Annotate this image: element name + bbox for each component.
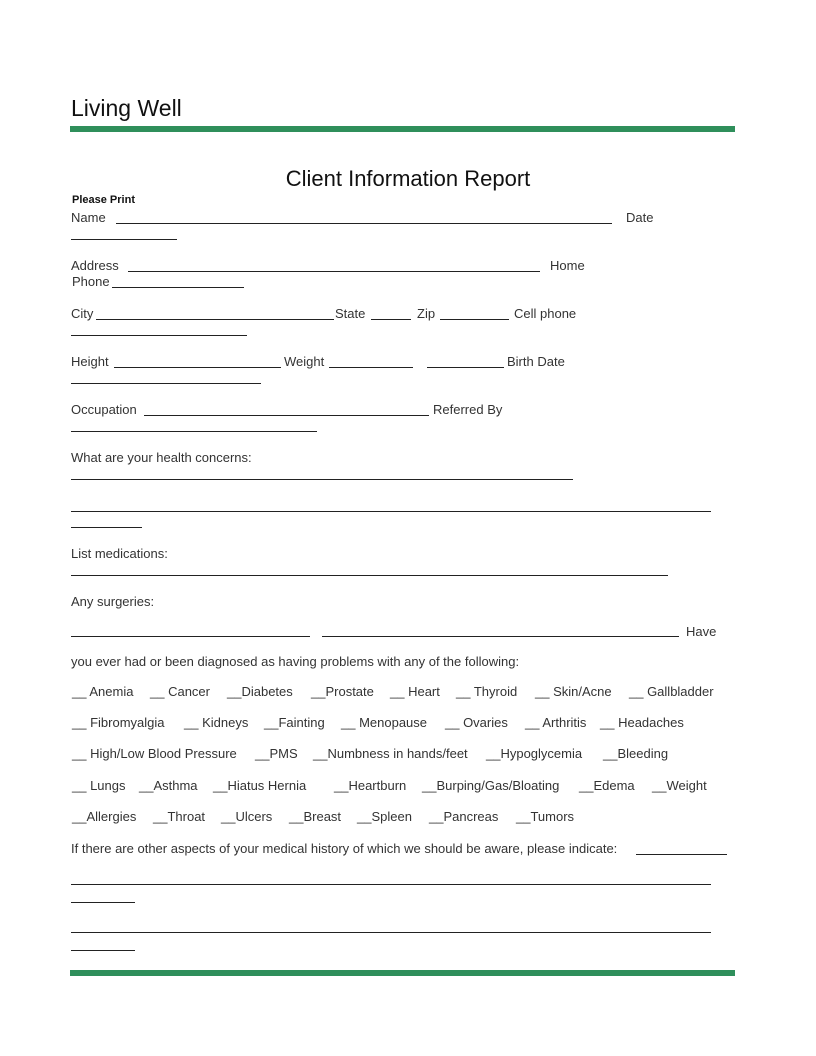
city-label: City [71, 306, 94, 321]
other-aspects-line-4[interactable] [71, 950, 135, 951]
instruction-text: Please Print [72, 194, 135, 206]
page-title: Client Information Report [285, 166, 531, 191]
phone-label: Phone [72, 274, 110, 289]
condition-fainting[interactable]: __Fainting [264, 715, 325, 730]
condition-blood-pressure[interactable]: __ High/Low Blood Pressure [72, 746, 237, 761]
state-field[interactable] [371, 319, 411, 320]
footer-divider [70, 970, 735, 976]
name-field[interactable] [116, 223, 612, 224]
home-phone-field[interactable] [112, 287, 244, 288]
condition-allergies[interactable]: __Allergies [72, 809, 137, 824]
state-label: State [335, 306, 366, 321]
surgeries-line-2[interactable] [322, 636, 679, 637]
other-aspects-line-1[interactable] [71, 884, 711, 885]
other-aspects-label: If there are other aspects of your medical history of which we should be aware, please indicate: [71, 841, 618, 856]
condition-burping[interactable]: __Burping/Gas/Bloating [422, 778, 560, 793]
address-field[interactable] [128, 271, 540, 272]
surgeries-line-1[interactable] [71, 636, 310, 637]
health-concerns-line-3[interactable] [71, 527, 142, 528]
condition-ovaries[interactable]: __ Ovaries [445, 715, 508, 730]
other-aspects-field[interactable] [636, 854, 727, 855]
condition-hiatus-hernia[interactable]: __Hiatus Hernia [213, 778, 307, 793]
condition-headaches[interactable]: __ Headaches [600, 715, 684, 730]
condition-weight[interactable]: __Weight [652, 778, 707, 793]
condition-tumors[interactable]: __Tumors [516, 809, 575, 824]
birth-date-label: Birth Date [507, 354, 565, 369]
have-label: Have [686, 624, 717, 639]
condition-prostate[interactable]: __Prostate [311, 684, 374, 699]
condition-heart[interactable]: __ Heart [390, 684, 440, 699]
occupation-field[interactable] [144, 415, 429, 416]
weight-field[interactable] [329, 367, 413, 368]
height-label: Height [71, 354, 109, 369]
medications-label: List medications: [71, 546, 168, 561]
header-divider [70, 126, 735, 132]
condition-kidneys[interactable]: __ Kidneys [184, 715, 249, 730]
brand-title: Living Well [71, 95, 182, 121]
condition-pms[interactable]: __PMS [255, 746, 298, 761]
other-aspects-line-2[interactable] [71, 902, 135, 903]
medications-line[interactable] [71, 575, 668, 576]
diagnosed-prompt: you ever had or been diagnosed as having problems with any of the following: [71, 654, 520, 669]
zip-field[interactable] [440, 319, 509, 320]
condition-breast[interactable]: __Breast [289, 809, 342, 824]
condition-thyroid[interactable]: __ Thyroid [456, 684, 518, 699]
health-concerns-line-2[interactable] [71, 511, 711, 512]
name-label: Name [71, 210, 106, 225]
cell-phone-field[interactable] [71, 335, 247, 336]
condition-edema[interactable]: __Edema [579, 778, 635, 793]
condition-numbness[interactable]: __Numbness in hands/feet [313, 746, 468, 761]
condition-gallbladder[interactable]: __ Gallbladder [629, 684, 714, 699]
health-concerns-line-1[interactable] [71, 479, 573, 480]
occupation-label: Occupation [71, 402, 137, 417]
weight-extra-field[interactable] [427, 367, 504, 368]
condition-asthma[interactable]: __Asthma [139, 778, 198, 793]
other-aspects-line-3[interactable] [71, 932, 711, 933]
condition-anemia[interactable]: __ Anemia [72, 684, 134, 699]
condition-menopause[interactable]: __ Menopause [341, 715, 428, 730]
condition-bleeding[interactable]: __Bleeding [603, 746, 669, 761]
condition-diabetes[interactable]: __Diabetes [227, 684, 293, 699]
condition-throat[interactable]: __Throat [153, 809, 206, 824]
referred-by-field[interactable] [71, 431, 317, 432]
date-field[interactable] [71, 239, 177, 240]
condition-arthritis[interactable]: __ Arthritis [525, 715, 587, 730]
birth-date-field[interactable] [71, 383, 261, 384]
home-label: Home [550, 258, 585, 273]
condition-hypoglycemia[interactable]: __Hypoglycemia [486, 746, 583, 761]
condition-ulcers[interactable]: __Ulcers [221, 809, 273, 824]
condition-heartburn[interactable]: __Heartburn [334, 778, 407, 793]
referred-by-label: Referred By [433, 402, 503, 417]
height-field[interactable] [114, 367, 281, 368]
date-label: Date [626, 210, 654, 225]
health-concerns-label: What are your health concerns: [71, 450, 252, 465]
cell-phone-label: Cell phone [514, 306, 577, 321]
condition-lungs[interactable]: __ Lungs [72, 778, 126, 793]
city-field[interactable] [96, 319, 334, 320]
condition-spleen[interactable]: __Spleen [357, 809, 412, 824]
zip-label: Zip [417, 306, 436, 321]
condition-pancreas[interactable]: __Pancreas [429, 809, 499, 824]
surgeries-label: Any surgeries: [71, 594, 155, 609]
condition-cancer[interactable]: __ Cancer [150, 684, 210, 699]
condition-skin-acne[interactable]: __ Skin/Acne [535, 684, 612, 699]
condition-fibromyalgia[interactable]: __ Fibromyalgia [72, 715, 165, 730]
address-label: Address [71, 258, 119, 273]
weight-label: Weight [284, 354, 325, 369]
